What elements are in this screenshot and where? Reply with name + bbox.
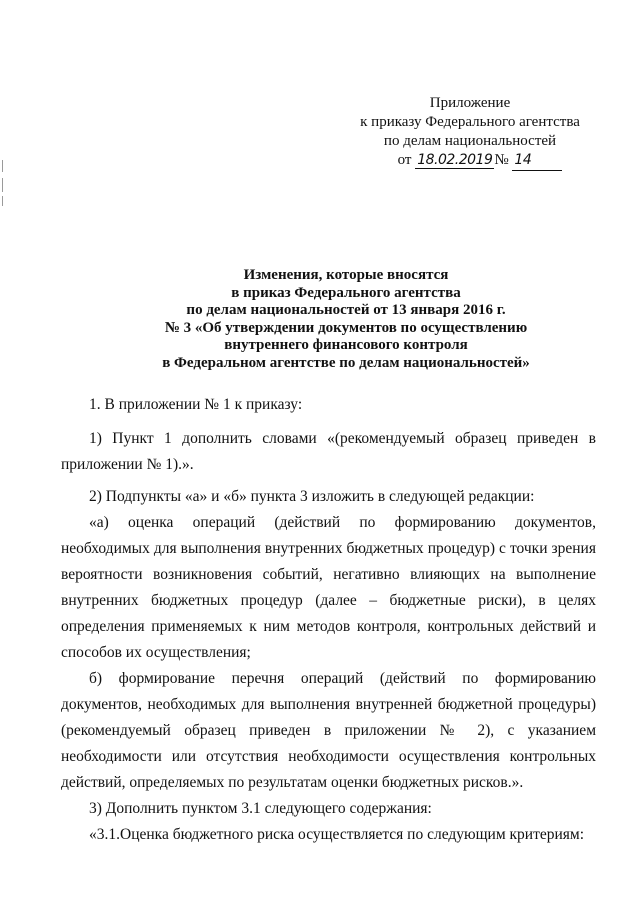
title-line: № 3 «Об утверждении документов по осуществлению xyxy=(164,319,528,336)
title-line: Изменения, которые вносятся xyxy=(243,267,449,283)
number-prefix: № xyxy=(494,152,509,168)
paragraph-7: «3.1.Оценка бюджетного риска осуществляется по следующим критериям: xyxy=(89,826,585,843)
scan-edge-mark xyxy=(2,160,3,172)
handwritten-number: 14 xyxy=(512,151,562,171)
title-line: в приказ Федерального агентства xyxy=(231,284,461,301)
document-body xyxy=(61,392,596,848)
scan-edge-mark xyxy=(2,196,3,206)
paragraph-5: б) формирование перечня операций (действий по формированию документов, необходимых для выполнения внутренней бюджетной процедуры) (рекомендуемый образец приведен в приложении № 2), с указанием необходимости или отсутствия необходимости осуществления контрольных действий, определяемых по результатам оценки бюджетных рисков.». xyxy=(61,670,596,791)
scan-edge-mark xyxy=(2,178,3,192)
appendix-header xyxy=(360,94,580,171)
appendix-line-1: Приложение xyxy=(429,95,511,111)
title-line: в Федеральном агентстве по делам национальностей» xyxy=(162,354,530,371)
paragraph-6: 3) Дополнить пунктом 3.1 следующего содержания: xyxy=(89,800,432,817)
paragraph-3: 2) Подпункты «а» и «б» пункта 3 изложить в следующей редакции: xyxy=(89,488,535,505)
document-title xyxy=(100,267,592,372)
appendix-line-3: по делам национальностей xyxy=(383,133,557,149)
date-prefix: от xyxy=(397,152,412,168)
title-line: внутреннего финансового контроля xyxy=(224,337,468,353)
handwritten-date: 18.02.2019 xyxy=(417,152,493,168)
paragraph-2: 1) Пункт 1 дополнить словами «(рекомендуемый образец приведен в приложении № 1).». xyxy=(61,430,596,473)
paragraph-1: 1. В приложении № 1 к приказу: xyxy=(89,396,303,413)
appendix-date-line xyxy=(380,151,580,171)
appendix-line-2: к приказу Федерального агентства xyxy=(360,114,580,130)
paragraph-4: «а) оценка операций (действий по формированию документов, необходимых для выполнения внутренних бюджетных процедур) с точки зрения вероятности возникновения событий, негативно влияющих на выполнение внутренних бюджетных процедур (далее – бюджетные риски), в целях определения применяемых к ним методов контроля, контрольных действий и способов их осуществления; xyxy=(61,514,596,661)
title-line: по делам национальностей от 13 января 2016 г. xyxy=(186,302,506,318)
